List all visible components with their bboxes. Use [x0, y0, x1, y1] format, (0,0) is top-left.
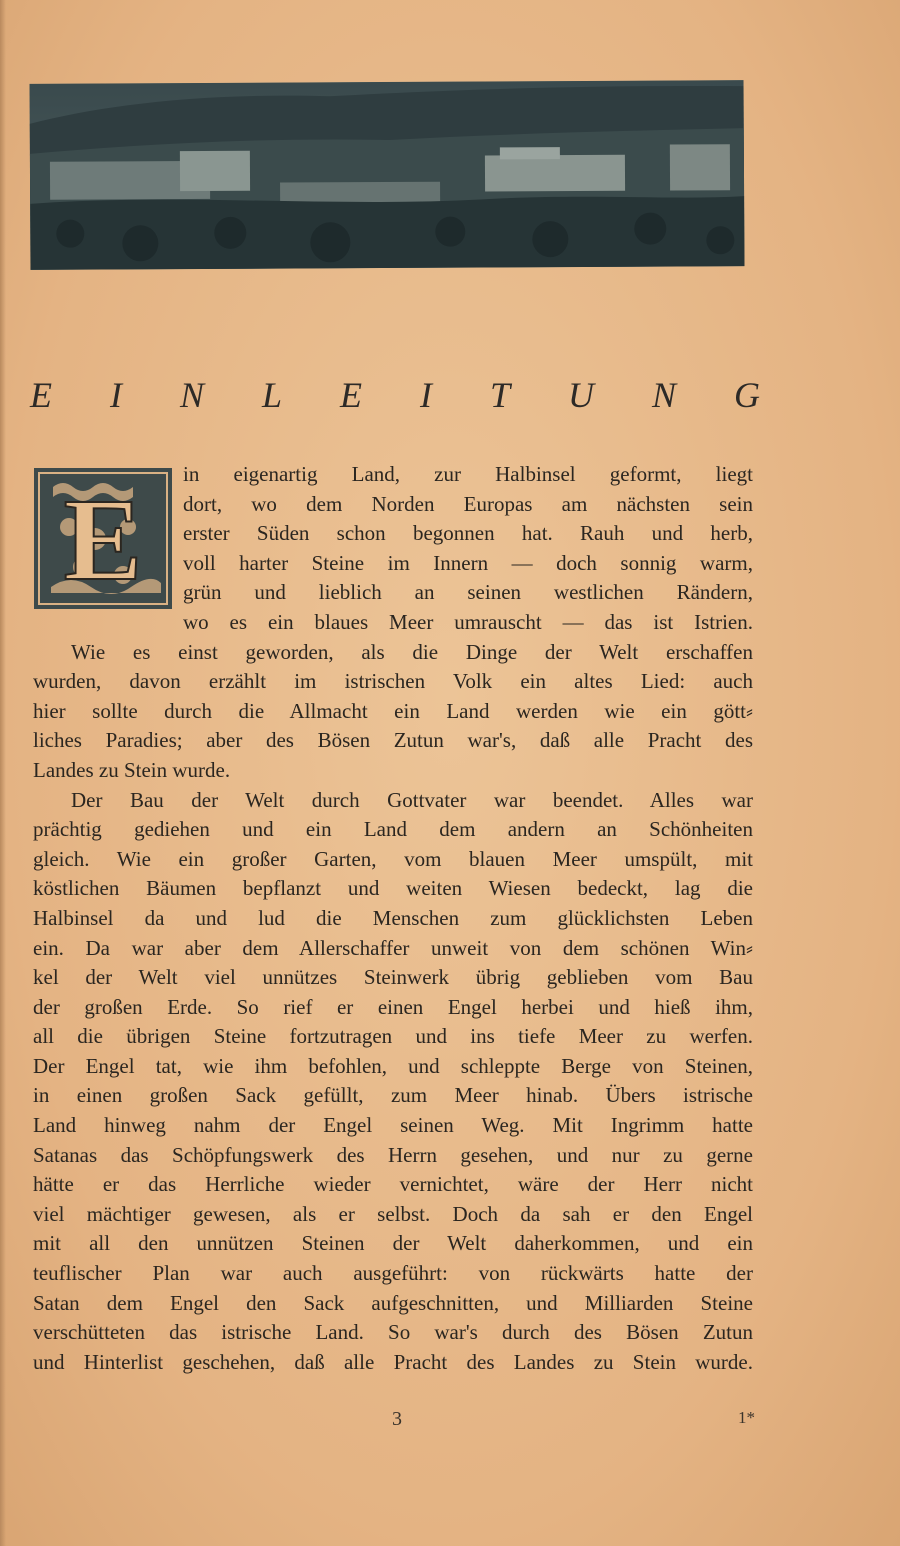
paragraph [33, 638, 753, 786]
text-line: in eigenartig Land, zur Halbinsel geformt, liegt [183, 462, 753, 486]
text-line: hier sollte durch die Allmacht ein Land werden wie ein gött⸗ [33, 698, 753, 723]
text-line: teuflischer Plan war auch ausgeführt: von rückwärts hatte der [33, 1261, 753, 1286]
text-line: Der Bau der Welt durch Gottvater war beendet. Alles war [71, 787, 753, 812]
heading-letter: U [567, 375, 594, 415]
text-line: in einen großen Sack gefüllt, zum Meer hinab. Übers istrische [33, 1083, 753, 1108]
paragraph [33, 786, 753, 1378]
text-line: hätte er das Herrliche wieder vernichtet, wäre der Herr nicht [33, 1172, 753, 1197]
body-text [33, 460, 753, 1377]
heading-letter: E [339, 375, 362, 415]
text-line: köstlichen Bäumen bepflanzt und weiten Wiesen bedeckt, lag die [33, 876, 753, 901]
text-line: Landes zu Stein wurde. [33, 757, 231, 782]
text-line: mit all den unnützen Steinen der Welt daherkommen, und ein [33, 1231, 753, 1256]
text-line: liches Paradies; aber des Bösen Zutun war's, daß alle Pracht des [33, 728, 753, 753]
text-line: der großen Erde. So rief er einen Engel herbei und hieß ihm, [33, 994, 753, 1019]
text-line: all die übrigen Steine fortzutragen und ins tiefe Meer zu werfen. [33, 1024, 753, 1049]
heading-letter: I [109, 375, 122, 415]
initial-letter: E [63, 474, 143, 605]
text-line: prächtig gediehen und ein Land dem andern an Schönheiten [33, 817, 753, 842]
text-line: wurden, davon erzählt im istrischen Volk ein altes Lied: auch [33, 669, 753, 694]
landscape-photo [30, 80, 745, 270]
text-line: Land hinweg nahm der Engel seinen Weg. Mit Ingrimm hatte [33, 1113, 753, 1138]
text-line: kel der Welt viel unnützes Steinwerk übrig geblieben vom Bau [33, 965, 753, 990]
heading-letter: L [261, 375, 282, 415]
text-line: viel mächtiger gewesen, als er selbst. Doch da sah er den Engel [33, 1201, 753, 1226]
text-line: gleich. Wie ein großer Garten, vom blauen Meer umspült, mit [33, 846, 753, 871]
text-line: erster Süden schon begonnen hat. Rauh und herb, [183, 521, 753, 546]
text-line: Wie es einst geworden, als die Dinge der Welt erschaffen [71, 639, 753, 664]
heading-letter: N [651, 375, 676, 415]
page-number: 3 [392, 1408, 402, 1430]
page-edge-shadow [0, 0, 6, 1546]
text-line: grün und lieblich an seinen westlichen Rändern, [183, 580, 753, 605]
text-line: Halbinsel da und lud die Menschen zum glücklichsten Leben [33, 905, 753, 930]
chapter-heading [30, 370, 760, 420]
signature-mark: 1* [738, 1408, 755, 1427]
text-line: wo es ein blaues Meer umrauscht — das ist Istrien. [183, 609, 753, 634]
text-line: Satan dem Engel den Sack aufgeschnitten, und Milliarden Steine [33, 1290, 753, 1315]
text-line: ein. Da war aber dem Allerschaffer unweit von dem schönen Win⸗ [33, 935, 753, 960]
heading-letter: T [489, 375, 510, 415]
heading-letter: G [733, 375, 760, 415]
heading-letter: I [419, 375, 432, 415]
text-line: Der Engel tat, wie ihm befohlen, und schleppte Berge von Steinen, [33, 1053, 753, 1078]
text-line: verschütteten das istrische Land. So war's durch des Bösen Zutun [33, 1320, 753, 1345]
heading-letter: N [179, 375, 204, 415]
text-line: voll harter Steine im Innern — doch sonnig warm, [183, 550, 753, 575]
text-line: Satanas das Schöpfungswerk des Herrn gesehen, und nur zu gerne [33, 1142, 753, 1167]
text-line: und Hinterlist geschehen, daß alle Pracht des Landes zu Stein wurde. [33, 1349, 753, 1374]
text-line: dort, wo dem Norden Europas am nächsten sein [183, 491, 753, 516]
heading-letter: E [30, 375, 52, 415]
